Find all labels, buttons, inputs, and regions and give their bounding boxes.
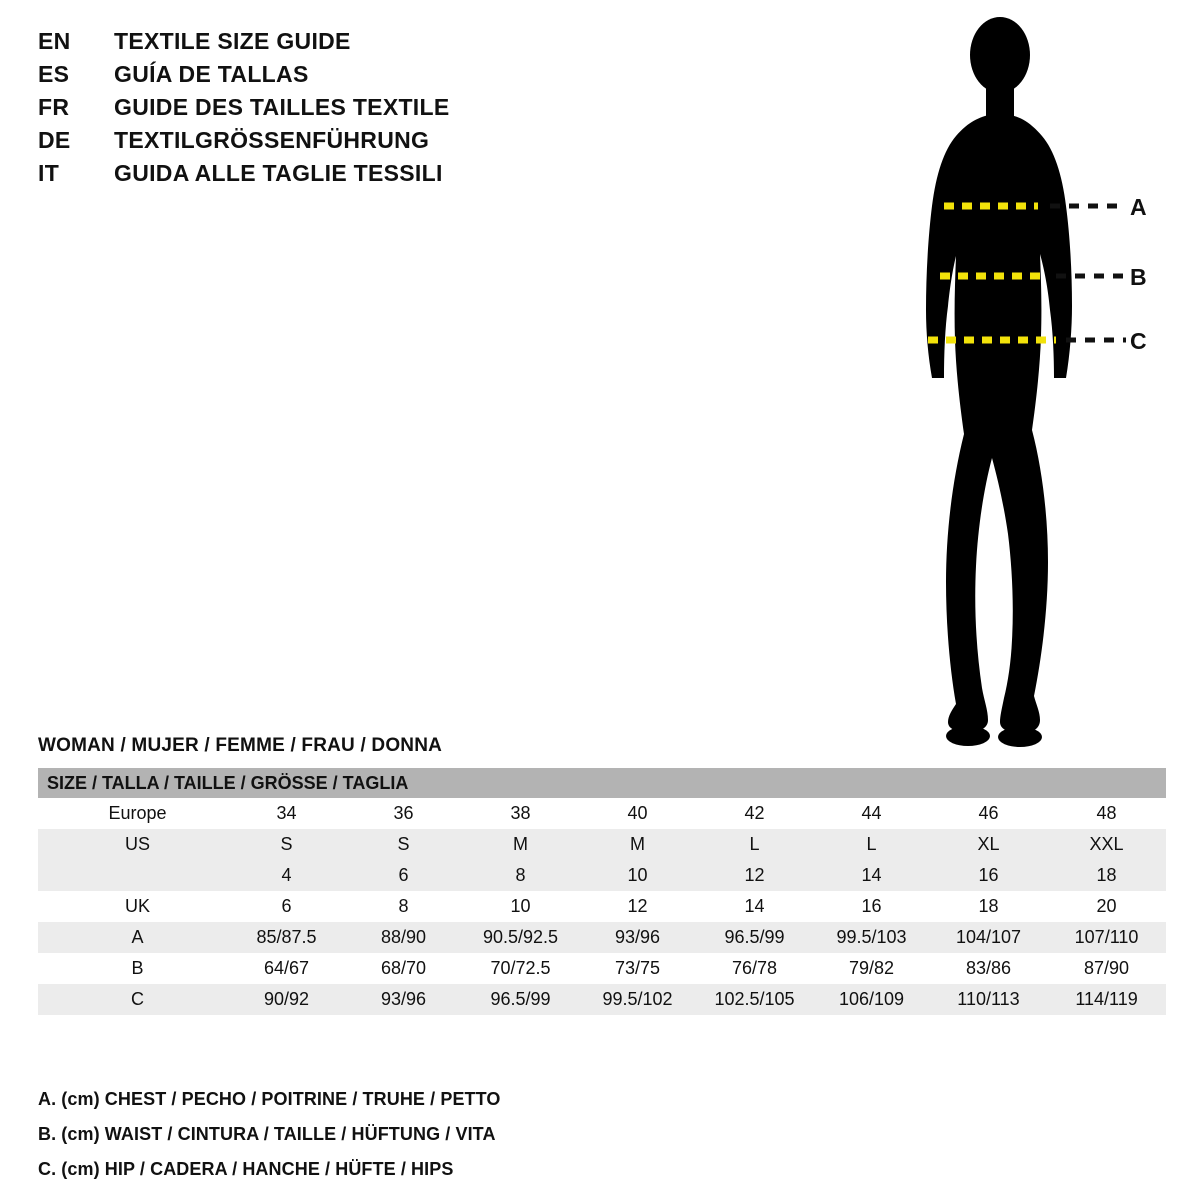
- table-cell: 16: [813, 891, 930, 922]
- row-label: US: [38, 829, 228, 860]
- table-cell: 8: [462, 860, 579, 891]
- table-cell: 6: [228, 891, 345, 922]
- table-cell: 96.5/99: [696, 922, 813, 953]
- title-text: TEXTILGRÖSSENFÜHRUNG: [114, 127, 430, 153]
- table-cell: 87/90: [1047, 953, 1166, 984]
- table-cell: 64/67: [228, 953, 345, 984]
- row-label: UK: [38, 891, 228, 922]
- title-text: GUIDE DES TAILLES TEXTILE: [114, 94, 450, 120]
- table-cell: 8: [345, 891, 462, 922]
- footnote-b: B. (cm) WAIST / CINTURA / TAILLE / HÜFTUNG / VITA: [38, 1124, 496, 1144]
- table-cell: 104/107: [930, 922, 1047, 953]
- table-cell: 93/96: [579, 922, 696, 953]
- table-cell: 48: [1047, 798, 1166, 829]
- row-label: Europe: [38, 798, 228, 829]
- table-cell: 102.5/105: [696, 984, 813, 1015]
- table-cell: 38: [462, 798, 579, 829]
- table-cell: XL: [930, 829, 1047, 860]
- footnote-a: A. (cm) CHEST / PECHO / POITRINE / TRUHE / PETTO: [38, 1089, 501, 1109]
- table-cell: 12: [696, 860, 813, 891]
- row-label: A: [38, 922, 228, 953]
- table-cell: 70/72.5: [462, 953, 579, 984]
- table-header-label: SIZE / TALLA / TAILLE / GRÖSSE / TAGLIA: [38, 768, 1166, 798]
- title-row: [38, 94, 598, 127]
- table-row: [38, 984, 1166, 1015]
- table-section: [38, 735, 1166, 1015]
- table-cell: 14: [696, 891, 813, 922]
- table-cell: 96.5/99: [462, 984, 579, 1015]
- table-cell: 18: [1047, 860, 1166, 891]
- figure-area: [860, 10, 1190, 760]
- title-lang-code: EN: [38, 28, 71, 54]
- table-cell: 68/70: [345, 953, 462, 984]
- title-lang-code: ES: [38, 61, 70, 87]
- table-row: [38, 829, 1166, 860]
- measure-label-a: A: [1130, 194, 1147, 220]
- table-cell: 83/86: [930, 953, 1047, 984]
- table-cell: 76/78: [696, 953, 813, 984]
- table-cell: 79/82: [813, 953, 930, 984]
- title-lang-code: FR: [38, 94, 70, 120]
- title-row: [38, 127, 598, 160]
- table-cell: 16: [930, 860, 1047, 891]
- table-cell: M: [579, 829, 696, 860]
- table-cell: S: [345, 829, 462, 860]
- table-cell: XXL: [1047, 829, 1166, 860]
- size-table: [38, 768, 1166, 1015]
- table-cell: 10: [462, 891, 579, 922]
- footnotes: [38, 1090, 938, 1195]
- table-cell: 73/75: [579, 953, 696, 984]
- table-cell: 36: [345, 798, 462, 829]
- footnote-c: C. (cm) HIP / CADERA / HANCHE / HÜFTE / HIPS: [38, 1159, 454, 1179]
- table-row: [38, 891, 1166, 922]
- measure-label-c: C: [1130, 328, 1147, 354]
- table-cell: 42: [696, 798, 813, 829]
- table-cell: 44: [813, 798, 930, 829]
- table-cell: 40: [579, 798, 696, 829]
- table-cell: 14: [813, 860, 930, 891]
- title-text: GUIDA ALLE TAGLIE TESSILI: [114, 160, 443, 186]
- table-cell: 90/92: [228, 984, 345, 1015]
- table-row: [38, 798, 1166, 829]
- row-label: [38, 860, 228, 891]
- table-cell: 99.5/102: [579, 984, 696, 1015]
- table-cell: 46: [930, 798, 1047, 829]
- title-row: [38, 61, 598, 94]
- title-text: GUÍA DE TALLAS: [114, 61, 309, 87]
- table-row: [38, 922, 1166, 953]
- table-cell: 110/113: [930, 984, 1047, 1015]
- section-caption: WOMAN / MUJER / FEMME / FRAU / DONNA: [38, 735, 443, 756]
- table-row: [38, 860, 1166, 891]
- title-text: TEXTILE SIZE GUIDE: [114, 28, 351, 54]
- table-cell: S: [228, 829, 345, 860]
- table-cell: 106/109: [813, 984, 930, 1015]
- table-cell: 18: [930, 891, 1047, 922]
- table-cell: 85/87.5: [228, 922, 345, 953]
- table-cell: 88/90: [345, 922, 462, 953]
- female-silhouette-icon: [860, 10, 1190, 760]
- title-row: [38, 160, 598, 193]
- title-block: [38, 28, 598, 193]
- table-cell: 12: [579, 891, 696, 922]
- table-cell: 93/96: [345, 984, 462, 1015]
- table-header-row: [38, 768, 1166, 798]
- title-row: [38, 28, 598, 61]
- table-cell: L: [696, 829, 813, 860]
- table-cell: L: [813, 829, 930, 860]
- measure-label-b: B: [1130, 264, 1147, 290]
- row-label: B: [38, 953, 228, 984]
- table-cell: 90.5/92.5: [462, 922, 579, 953]
- table-cell: 20: [1047, 891, 1166, 922]
- table-cell: M: [462, 829, 579, 860]
- title-lang-code: IT: [38, 160, 60, 186]
- table-cell: 99.5/103: [813, 922, 930, 953]
- table-cell: 6: [345, 860, 462, 891]
- table-cell: 4: [228, 860, 345, 891]
- row-label: C: [38, 984, 228, 1015]
- table-cell: 10: [579, 860, 696, 891]
- title-lang-code: DE: [38, 127, 71, 153]
- table-cell: 107/110: [1047, 922, 1166, 953]
- table-cell: 114/119: [1047, 984, 1166, 1015]
- table-cell: 34: [228, 798, 345, 829]
- table-row: [38, 953, 1166, 984]
